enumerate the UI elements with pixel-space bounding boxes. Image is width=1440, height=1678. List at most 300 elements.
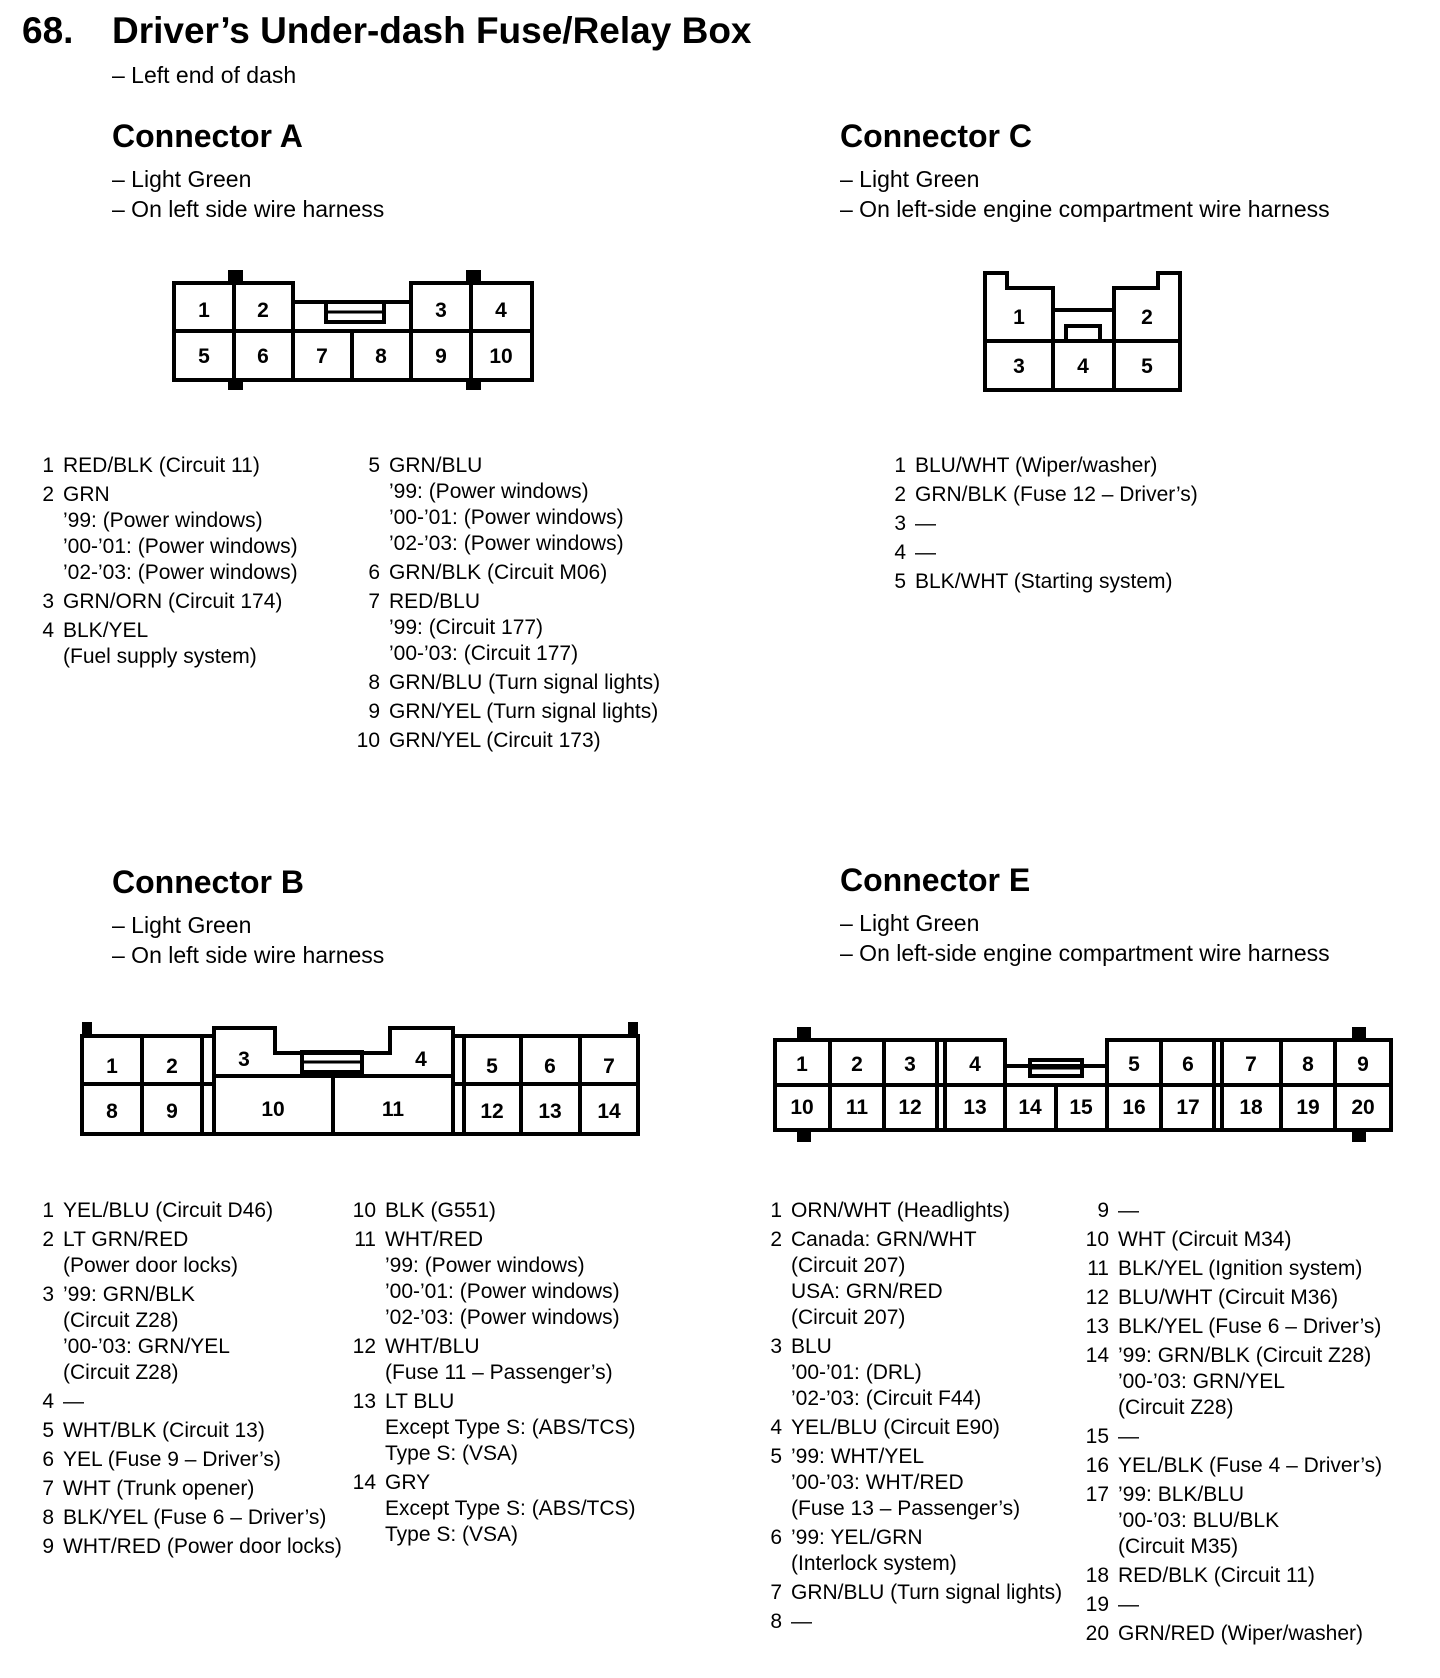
- page-subtitle: – Left end of dash: [112, 62, 297, 88]
- connector-e-cell-label: 7: [1245, 1053, 1257, 1076]
- pin-description-line: Except Type S: (ABS/TCS): [385, 1416, 636, 1439]
- pin-description-line: Canada: GRN/WHT: [791, 1228, 977, 1251]
- connector-b-cell-label: 2: [166, 1055, 178, 1078]
- connector-e-cell-label: 20: [1351, 1096, 1375, 1119]
- pin-description-line: GRN/BLU (Turn signal lights): [791, 1581, 1063, 1604]
- pin-description-line: BLK/YEL (Ignition system): [1118, 1257, 1363, 1280]
- pin-number: 7: [42, 1477, 54, 1500]
- pin-description: [791, 1415, 1000, 1441]
- pin-entry: [356, 670, 660, 696]
- pin-entry: [758, 1525, 1062, 1577]
- pin-description-line: ’00-’01: (Power windows): [63, 535, 298, 558]
- pin-description-line: WHT/BLK (Circuit 13): [63, 1419, 265, 1442]
- pin-description-line: ’00-’03: GRN/YEL: [63, 1335, 230, 1358]
- pin-description-line: ’99: (Power windows): [385, 1254, 585, 1277]
- pin-entry: [30, 589, 298, 615]
- pin-description-line: (Circuit 207): [791, 1254, 906, 1277]
- connector-b-cell-label: 4: [415, 1048, 427, 1071]
- pin-entry: [1085, 1563, 1382, 1589]
- pin-description: [1118, 1256, 1362, 1282]
- connector-a-latch-top: [228, 270, 243, 282]
- connector-b-pin-list-2: [352, 1198, 636, 1551]
- pin-number: 4: [42, 619, 54, 642]
- pin-number: 16: [1085, 1454, 1109, 1477]
- pin-number: 4: [894, 541, 906, 564]
- pin-description-line: BLU/WHT (Circuit M36): [1118, 1286, 1339, 1309]
- pin-description-line: (Fuse 13 – Passenger’s): [791, 1497, 1021, 1520]
- connector-a-diagram: [174, 270, 532, 390]
- pin-description-line: ’00-’03: WHT/RED: [791, 1471, 964, 1494]
- pin-entry: [30, 1418, 342, 1444]
- pin-entry: [30, 1227, 342, 1279]
- pin-entry: [1085, 1227, 1382, 1253]
- connector-b-cell-label: 13: [538, 1100, 562, 1123]
- connector-c-cell-label: 1: [1013, 306, 1025, 329]
- connector-a-cell-label: 1: [198, 299, 210, 322]
- pin-description-line: BLK/WHT (Starting system): [915, 570, 1173, 593]
- connector-e-cell-label: 13: [963, 1096, 987, 1119]
- pin-number: 2: [42, 483, 54, 506]
- pin-number: 7: [770, 1581, 782, 1604]
- pin-description-line: ’99: YEL/GRN: [791, 1526, 923, 1549]
- pin-description-line: Type S: (VSA): [385, 1523, 519, 1546]
- pin-description: [1118, 1198, 1139, 1224]
- pin-entry: [758, 1415, 1062, 1441]
- connector-b-cell-label: 7: [603, 1055, 615, 1078]
- pin-entry: [882, 482, 1198, 508]
- pin-entry: [882, 453, 1198, 479]
- pin-description-line: —: [1118, 1199, 1139, 1222]
- connector-e-cell-label: 8: [1302, 1053, 1314, 1076]
- pin-description-line: WHT/BLU: [385, 1335, 480, 1358]
- connector-a-cell-label: 9: [435, 345, 447, 368]
- pin-number: 3: [894, 512, 906, 535]
- pin-description-line: USA: GRN/RED: [791, 1280, 943, 1303]
- pin-description: [63, 1389, 84, 1415]
- connector-e-cell-label: 5: [1128, 1053, 1140, 1076]
- pin-number: 12: [1085, 1286, 1109, 1309]
- pin-description-line: WHT (Trunk opener): [63, 1477, 255, 1500]
- connector-e-cell-label: 17: [1176, 1096, 1200, 1119]
- pin-entry: [30, 618, 298, 670]
- connector-b-description: [112, 910, 384, 970]
- connector-a-cell-label: 5: [198, 345, 210, 368]
- pin-description: [915, 511, 936, 537]
- pin-entry: [352, 1389, 636, 1467]
- pin-description: [389, 453, 624, 557]
- pin-description-line: ’99: (Power windows): [63, 509, 263, 532]
- connector-e-cell-label: 4: [969, 1053, 981, 1076]
- pin-description-line: (Circuit Z28): [1118, 1396, 1234, 1419]
- connector-a-title: Connector A: [112, 118, 303, 154]
- pin-entry: [1085, 1482, 1382, 1560]
- pin-description-line: GRN/RED (Wiper/washer): [1118, 1622, 1364, 1645]
- pin-number: 9: [42, 1535, 54, 1558]
- connector-b-pin-list-1: [30, 1198, 342, 1563]
- pin-description: [63, 482, 298, 586]
- connector-a-pin-list-1: [30, 453, 298, 673]
- connector-e-pin-list-1: [758, 1198, 1062, 1638]
- pin-description-line: BLK/YEL: [63, 619, 149, 642]
- pin-number: 5: [42, 1419, 54, 1442]
- pin-entry: [356, 453, 660, 557]
- connector-e-cell-label: 9: [1357, 1053, 1369, 1076]
- pin-description-line: WHT/RED: [385, 1228, 483, 1251]
- connector-e-cell-label: 3: [904, 1053, 916, 1076]
- pin-description-line: ’00-’01: (Power windows): [389, 506, 624, 529]
- pin-description-line: BLU/WHT (Wiper/washer): [915, 454, 1158, 477]
- pin-entry: [1085, 1424, 1382, 1450]
- pin-description-line: ’02-’03: (Power windows): [385, 1306, 620, 1329]
- pin-description-line: (Circuit Z28): [63, 1361, 179, 1384]
- pin-entry: [758, 1580, 1062, 1606]
- connector-c-location: – On left-side engine compartment wire harness: [840, 196, 1330, 222]
- pin-number: 9: [1097, 1199, 1109, 1222]
- connector-e-pin-list-2: [1085, 1198, 1382, 1650]
- pin-number: 6: [770, 1526, 782, 1549]
- pin-number: 13: [352, 1390, 376, 1413]
- pin-description: [1118, 1227, 1291, 1253]
- pin-entry: [30, 453, 298, 479]
- pin-entry: [30, 1534, 342, 1560]
- pin-entry: [758, 1444, 1062, 1522]
- connector-a-location: – On left side wire harness: [112, 196, 385, 222]
- pin-number: 14: [352, 1471, 376, 1494]
- pin-description-line: GRN/BLU (Turn signal lights): [389, 671, 661, 694]
- pin-description: [385, 1389, 636, 1467]
- pin-entry: [30, 482, 298, 586]
- pin-description-line: WHT (Circuit M34): [1118, 1228, 1292, 1251]
- pin-number: 20: [1085, 1622, 1109, 1645]
- connector-e-cell-label: 11: [845, 1096, 869, 1119]
- pin-description-line: —: [791, 1610, 812, 1633]
- connector-c-description: [840, 164, 1330, 224]
- pin-description-line: (Fuel supply system): [63, 645, 257, 668]
- pin-number: 15: [1085, 1425, 1109, 1448]
- pin-number: 7: [368, 590, 380, 613]
- pin-description-line: WHT/RED (Power door locks): [63, 1535, 342, 1558]
- pin-entry: [1085, 1198, 1382, 1224]
- pin-number: 10: [1085, 1228, 1109, 1251]
- pin-description: [791, 1580, 1062, 1606]
- pin-description-line: —: [915, 512, 936, 535]
- connector-e-diagram: [775, 1027, 1391, 1142]
- connector-b-color: – Light Green: [112, 912, 252, 938]
- pin-number: 12: [352, 1335, 376, 1358]
- pin-number: 2: [770, 1228, 782, 1251]
- pin-description-line: ’02-’03: (Power windows): [63, 561, 298, 584]
- pin-description: [389, 670, 660, 696]
- pin-number: 17: [1085, 1483, 1109, 1506]
- pin-number: 1: [894, 454, 906, 477]
- pin-entry: [758, 1198, 1062, 1224]
- pin-description-line: Type S: (VSA): [385, 1442, 519, 1465]
- pin-description: [1118, 1285, 1338, 1311]
- connector-e-cell-label: 1: [796, 1053, 808, 1076]
- pin-description: [791, 1334, 981, 1412]
- pin-description-line: YEL/BLU (Circuit D46): [63, 1199, 274, 1222]
- pin-description-line: BLK (G551): [385, 1199, 496, 1222]
- connector-c-cell-label: 2: [1141, 306, 1153, 329]
- pin-number: 4: [42, 1390, 54, 1413]
- pin-description: [1118, 1621, 1363, 1647]
- pin-description-line: Except Type S: (ABS/TCS): [385, 1497, 636, 1520]
- connector-c-cell-label: 5: [1141, 355, 1153, 378]
- pin-description-line: ORN/WHT (Headlights): [791, 1199, 1010, 1222]
- pin-entry: [356, 728, 660, 754]
- connector-c-cell-label: 3: [1013, 355, 1025, 378]
- pin-entry: [30, 1447, 342, 1473]
- connector-a-cell-label: 7: [316, 345, 328, 368]
- pin-number: 2: [894, 483, 906, 506]
- connector-e-cell-label: 6: [1182, 1053, 1194, 1076]
- connector-e-color: – Light Green: [840, 910, 980, 936]
- connector-a-cell-label: 2: [257, 299, 269, 322]
- pin-description-line: (Fuse 11 – Passenger’s): [385, 1361, 613, 1384]
- pin-description-line: ’99: WHT/YEL: [791, 1445, 925, 1468]
- pin-description-line: GRN/BLK (Circuit M06): [389, 561, 608, 584]
- pin-number: 5: [770, 1445, 782, 1468]
- pin-entry: [356, 560, 660, 586]
- pin-number: 14: [1085, 1344, 1109, 1367]
- pin-description-line: RED/BLU: [389, 590, 481, 613]
- pin-entry: [758, 1609, 1062, 1635]
- pin-description-line: —: [63, 1390, 84, 1413]
- pin-number: 4: [770, 1416, 782, 1439]
- pin-number: 11: [354, 1228, 376, 1251]
- pin-description: [1118, 1343, 1371, 1421]
- pin-number: 3: [42, 1283, 54, 1306]
- pin-description: [63, 1282, 230, 1386]
- pin-description-line: BLK/YEL (Fuse 6 – Driver’s): [1118, 1315, 1382, 1338]
- pin-description: [791, 1227, 977, 1331]
- pin-description: [385, 1227, 620, 1331]
- pin-description: [389, 728, 601, 754]
- pin-entry: [352, 1470, 636, 1548]
- pin-description-line: GRN/ORN (Circuit 174): [63, 590, 283, 613]
- pin-description: [1118, 1314, 1381, 1340]
- pin-description: [1118, 1482, 1279, 1560]
- pin-description-line: GRN/YEL (Turn signal lights): [389, 700, 659, 723]
- connector-a-color: – Light Green: [112, 166, 252, 192]
- pin-number: 1: [770, 1199, 782, 1222]
- pin-entry: [1085, 1285, 1382, 1311]
- pin-number: 8: [42, 1506, 54, 1529]
- pin-description-line: (Circuit 207): [791, 1306, 906, 1329]
- pin-number: 3: [42, 590, 54, 613]
- pin-number: 2: [42, 1228, 54, 1251]
- pin-description: [1118, 1424, 1139, 1450]
- pin-description: [63, 1534, 342, 1560]
- pin-number: 8: [770, 1610, 782, 1633]
- pin-description: [915, 482, 1198, 508]
- pin-description: [389, 560, 607, 586]
- connector-e-description: [840, 908, 1330, 968]
- pin-description: [915, 453, 1157, 479]
- pin-number: 5: [368, 454, 380, 477]
- pin-description-line: (Power door locks): [63, 1254, 239, 1277]
- pin-description-line: —: [915, 541, 936, 564]
- pin-description-line: ’02-’03: (Circuit F44): [791, 1387, 982, 1410]
- connector-b-cell-label: 11: [381, 1098, 405, 1121]
- pin-entry: [1085, 1343, 1382, 1421]
- pin-description: [63, 1418, 265, 1444]
- pin-description: [389, 589, 578, 667]
- pin-entry: [352, 1227, 636, 1331]
- pin-description: [389, 699, 658, 725]
- pin-description-line: GRN/BLK (Fuse 12 – Driver’s): [915, 483, 1198, 506]
- connector-a-latch-top-right: [466, 270, 481, 282]
- connector-e-location: – On left-side engine compartment wire harness: [840, 940, 1330, 966]
- pin-description-line: ’00-’01: (Power windows): [385, 1280, 620, 1303]
- pin-number: 6: [42, 1448, 54, 1471]
- pin-number: 19: [1085, 1593, 1109, 1616]
- pin-number: 6: [368, 561, 380, 584]
- pin-entry: [758, 1227, 1062, 1331]
- pin-description-line: YEL/BLK (Fuse 4 – Driver’s): [1118, 1454, 1383, 1477]
- pin-description-line: (Circuit Z28): [63, 1309, 179, 1332]
- pin-number: 1: [42, 1199, 54, 1222]
- pin-description: [791, 1198, 1010, 1224]
- connector-b-cell-label: 8: [106, 1100, 118, 1123]
- pin-number: 11: [1087, 1257, 1109, 1280]
- pin-entry: [30, 1389, 342, 1415]
- pin-description-line: LT BLU: [385, 1390, 455, 1413]
- connector-e-cell-label: 18: [1239, 1096, 1263, 1119]
- connector-b-location: – On left side wire harness: [112, 942, 385, 968]
- pin-number: 10: [356, 729, 380, 752]
- pin-entry: [30, 1505, 342, 1531]
- pin-description-line: YEL/BLU (Circuit E90): [791, 1416, 1000, 1439]
- page-title: Driver’s Under-dash Fuse/Relay Box: [112, 10, 752, 51]
- pin-entry: [30, 1476, 342, 1502]
- page-number: 68.: [22, 10, 74, 51]
- pin-description-line: GRN/BLU: [389, 454, 483, 477]
- pin-entry: [1085, 1621, 1382, 1647]
- pin-description-line: ’99: GRN/BLK: [63, 1283, 195, 1306]
- connector-b-cell-label: 9: [166, 1100, 178, 1123]
- pin-entry: [352, 1198, 636, 1224]
- pin-description-line: GRN: [63, 483, 110, 506]
- pin-entry: [356, 699, 660, 725]
- pin-description-line: ’99: (Power windows): [389, 480, 589, 503]
- connector-e-cell-label: 2: [851, 1053, 863, 1076]
- connector-e-cell-label: 14: [1018, 1096, 1042, 1119]
- pin-description-line: ’99: GRN/BLK (Circuit Z28): [1118, 1344, 1372, 1367]
- connector-e-cell-label: 10: [790, 1096, 814, 1119]
- connector-e-cell-label: 15: [1069, 1096, 1093, 1119]
- pin-description: [1118, 1453, 1382, 1479]
- pin-description-line: —: [1118, 1593, 1139, 1616]
- connector-e-cell-label: 12: [898, 1096, 922, 1119]
- connector-c-cell-label: 4: [1077, 355, 1089, 378]
- connector-c-pin-list: [882, 453, 1198, 598]
- pin-description-line: YEL (Fuse 9 – Driver’s): [63, 1448, 281, 1471]
- pin-description: [385, 1470, 636, 1548]
- connector-c-color: – Light Green: [840, 166, 980, 192]
- pin-entry: [882, 540, 1198, 566]
- connector-a-cell-label: 3: [435, 299, 447, 322]
- pin-description: [915, 540, 936, 566]
- connector-a-cell-label: 4: [495, 299, 507, 322]
- connector-a-cell-label: 8: [375, 345, 387, 368]
- connector-b-cell-label: 1: [106, 1055, 118, 1078]
- connector-b-cell-label: 10: [261, 1098, 285, 1121]
- pin-description-line: LT GRN/RED: [63, 1228, 189, 1251]
- pin-description-line: (Circuit M35): [1118, 1535, 1239, 1558]
- pin-entry: [882, 569, 1198, 595]
- connector-b-cell-label: 14: [597, 1100, 621, 1123]
- pin-description: [791, 1609, 812, 1635]
- connector-a-cell-label: 10: [489, 345, 513, 368]
- connector-b-title: Connector B: [112, 864, 304, 900]
- pin-description: [791, 1525, 957, 1577]
- connector-a-pin-list-2: [356, 453, 660, 757]
- pin-description-line: ’99: BLK/BLU: [1118, 1483, 1245, 1506]
- pin-description-line: ’00-’03: GRN/YEL: [1118, 1370, 1285, 1393]
- pin-entry: [758, 1334, 1062, 1412]
- pin-description: [791, 1444, 1020, 1522]
- pin-description-line: GRN/YEL (Circuit 173): [389, 729, 601, 752]
- pin-description-line: RED/BLK (Circuit 11): [63, 454, 260, 477]
- connector-b-cell-label: 3: [238, 1048, 250, 1071]
- pin-description: [63, 1227, 238, 1279]
- pin-description: [63, 1476, 254, 1502]
- pin-description-line: ’00-’03: BLU/BLK: [1118, 1509, 1280, 1532]
- pin-number: 9: [368, 700, 380, 723]
- pin-number: 13: [1085, 1315, 1109, 1338]
- pin-description-line: GRY: [385, 1471, 431, 1494]
- pin-entry: [352, 1334, 636, 1386]
- pin-description: [915, 569, 1173, 595]
- pin-entry: [1085, 1592, 1382, 1618]
- pin-entry: [882, 511, 1198, 537]
- pin-number: 3: [770, 1335, 782, 1358]
- pin-description-line: ’99: (Circuit 177): [389, 616, 544, 639]
- pin-entry: [1085, 1314, 1382, 1340]
- pin-description: [63, 1505, 326, 1531]
- pin-number: 18: [1085, 1564, 1109, 1587]
- pin-description: [385, 1198, 496, 1224]
- connector-c-key: [1066, 326, 1100, 341]
- pin-description-line: ’00-’01: (DRL): [791, 1361, 922, 1384]
- pin-number: 10: [352, 1199, 376, 1222]
- connector-b-cell-label: 6: [544, 1055, 556, 1078]
- pin-description: [63, 1198, 273, 1224]
- connector-b-cell-label: 5: [486, 1055, 498, 1078]
- pin-description: [63, 453, 260, 479]
- connector-c-title: Connector C: [840, 118, 1032, 154]
- pin-description-line: BLU: [791, 1335, 832, 1358]
- pin-number: 5: [894, 570, 906, 593]
- connector-e-title: Connector E: [840, 862, 1031, 898]
- pin-entry: [1085, 1453, 1382, 1479]
- pin-entry: [30, 1198, 342, 1224]
- pin-entry: [1085, 1256, 1382, 1282]
- pin-description-line: —: [1118, 1425, 1139, 1448]
- connector-b-cell-label: 12: [480, 1100, 504, 1123]
- pin-description-line: (Interlock system): [791, 1552, 957, 1575]
- pin-description-line: BLK/YEL (Fuse 6 – Driver’s): [63, 1506, 327, 1529]
- pin-entry: [356, 589, 660, 667]
- connector-e-cell-label: 19: [1296, 1096, 1320, 1119]
- pin-number: 1: [42, 454, 54, 477]
- pin-number: 8: [368, 671, 380, 694]
- pin-description: [1118, 1563, 1315, 1589]
- pin-description: [1118, 1592, 1139, 1618]
- pin-description-line: RED/BLK (Circuit 11): [1118, 1564, 1315, 1587]
- connector-e-cell-label: 16: [1122, 1096, 1146, 1119]
